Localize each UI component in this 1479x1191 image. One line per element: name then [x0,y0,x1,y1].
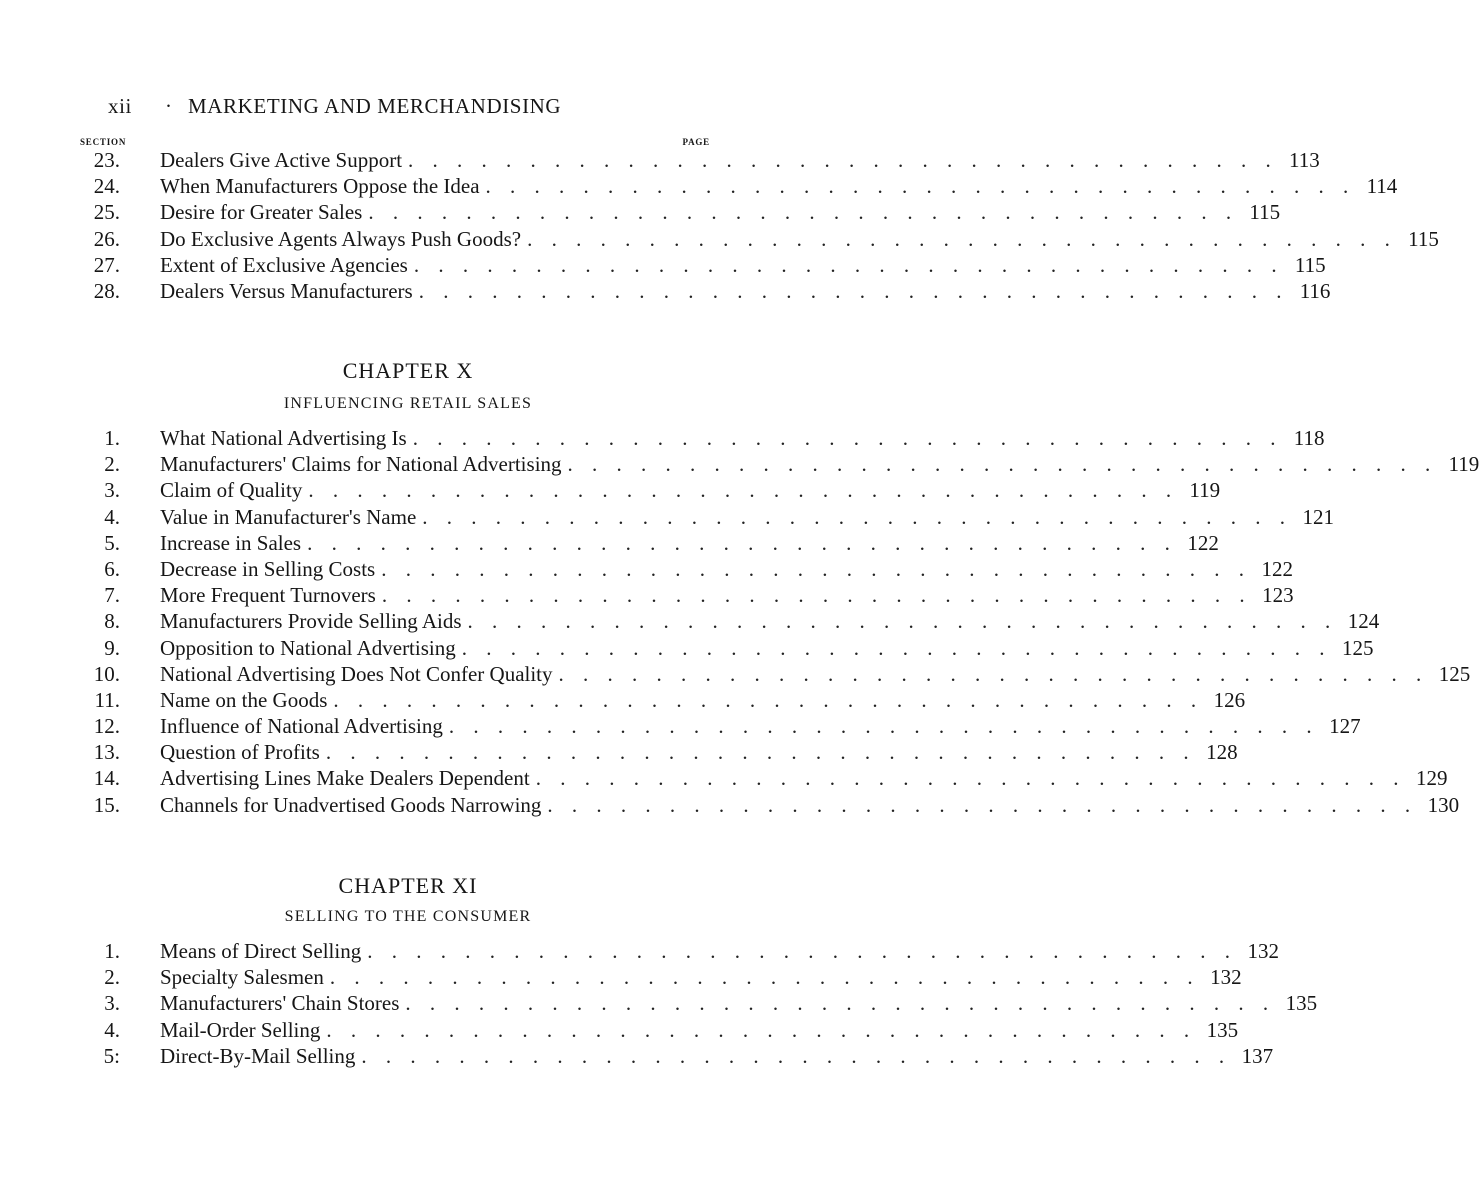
toc-entry [80,530,1219,556]
page-number: 124 [1347,609,1380,634]
toc-list-chapter-x [80,425,1479,818]
section-title: Specialty Salesmen [160,965,324,990]
dot-leader: . . . . . . . . . . . . . . . . . . . . . . . . . . . . . . . . . . . . [361,1043,1232,1068]
running-head-separator: · [165,94,173,118]
toc-entry [80,713,1361,739]
page-number: 129 [1415,766,1448,791]
dot-leader: . . . . . . . . . . . . . . . . . . . . . . . . . . . . . . . . . . . . [422,504,1293,529]
section-title: More Frequent Turnovers [160,583,376,608]
dot-leader: . . . . . . . . . . . . . . . . . . . . . . . . . . . . . . . . . . . . [467,609,1338,634]
toc-entry [80,990,1318,1016]
page-number: 127 [1329,714,1361,739]
section-number: 12. [93,714,120,739]
dot-leader: . . . . . . . . . . . . . . . . . . . . . . . . . . . . . . . . . . . . [412,426,1283,450]
section-number: 2. [104,965,120,990]
book-title: MARKETING AND MERCHANDISING [188,94,562,118]
dot-leader: . . . . . . . . . . . . . . . . . . . . . . . . . . . . . . . . . . . . [325,740,1196,765]
page-number: 116 [1299,278,1331,303]
page-number: 126 [1213,687,1246,712]
section-title: Channels for Unadvertised Goods Narrowing [160,792,542,817]
section-title: Increase in Sales [160,530,302,555]
toc-list-chapter-xi [80,938,1318,1069]
page-number: 113 [1289,148,1320,172]
toc-entry [80,173,1398,199]
page-number: 122 [1187,530,1219,555]
running-head [108,94,710,124]
page-number: 115 [1408,226,1439,251]
section-number: 3. [104,478,120,503]
toc-entry [80,451,1479,477]
page-folio: xii [108,94,132,118]
section-title: Dealers Give Active Support [160,148,403,172]
toc-entry [80,964,1242,990]
toc-entry [80,147,1320,173]
section-title: Opposition to National Advertising [160,635,456,660]
toc-entry [80,252,1326,278]
toc-entry [80,582,1294,608]
toc-entry [80,1017,1239,1043]
page-number: 118 [1293,426,1325,450]
chapter-heading: CHAPTER X [342,358,474,383]
toc-entry [80,687,1246,713]
dot-leader: . . . . . . . . . . . . . . . . . . . . . . . . . . . . . . . . . . . . [408,148,1278,172]
section-number: 6. [104,556,120,581]
section-title: When Manufacturers Oppose the Idea [160,174,480,199]
section-title: Direct-By-Mail Selling [160,1043,356,1068]
section-title: Manufacturers' Chain Stores [160,991,400,1016]
section-number: 27. [93,252,120,277]
section-title: Advertising Lines Make Dealers Dependent [160,766,530,791]
page-number: 132 [1210,965,1242,990]
dot-leader: . . . . . . . . . . . . . . . . . . . . . . . . . . . . . . . . . . . . [405,991,1276,1016]
section-title: Value in Manufacturer's Name [160,504,417,529]
dot-leader: . . . . . . . . . . . . . . . . . . . . . . . . . . . . . . . . . . . . [381,556,1251,581]
section-title: What National Advertising Is [160,426,407,450]
section-number: 10. [93,661,120,686]
toc-entry [80,1043,1274,1069]
toc-entry [80,739,1238,765]
dot-leader: . . . . . . . . . . . . . . . . . . . . . . . . . . . . . . . . . . . . [413,252,1284,277]
toc-entry [80,765,1448,791]
section-number: 4. [104,504,120,529]
toc-entry [80,477,1221,503]
dot-leader: . . . . . . . . . . . . . . . . . . . . . . . . . . . . . . . . . . . . [485,174,1356,199]
page-number: 115 [1294,252,1326,277]
section-number: 2. [104,452,120,477]
section-number: 5: [103,1043,120,1068]
toc-entry [80,661,1471,687]
section-title: Claim of Quality [160,478,303,503]
section-number: 8. [104,609,120,634]
section-number: 23. [93,148,120,172]
section-number: 1. [104,426,120,450]
page-number: 114 [1366,174,1398,199]
section-title: Means of Direct Selling [160,939,362,963]
section-number: 26. [93,226,120,251]
section-number: 15. [93,792,120,817]
dot-leader: . . . . . . . . . . . . . . . . . . . . . . . . . . . . . . . . . . . . [418,278,1289,303]
page-number: 121 [1302,504,1335,529]
chapter-heading: CHAPTER XI [338,873,478,898]
dot-leader: . . . . . . . . . . . . . . . . . . . . . . . . . . . . . . . . . . . . [368,200,1239,225]
page-number: 125 [1341,635,1374,660]
section-number: 11. [94,687,120,712]
section-title: Name on the Goods [160,687,328,712]
page-number: 135 [1285,991,1318,1016]
dot-leader: . . . . . . . . . . . . . . . . . . . . . . . . . . . . . . . . . . . . [547,792,1418,817]
section-column-label: SECTION [80,137,127,147]
section-title: Question of Profits [160,740,320,765]
page-number: 137 [1241,1043,1274,1068]
section-number: 24. [93,174,120,199]
toc-entry [80,556,1293,582]
page-number: 119 [1189,478,1221,503]
dot-leader: . . . . . . . . . . . . . . . . . . . . . . . . . . . . . . . . . . . . [558,661,1429,686]
section-number: 14. [93,766,120,791]
section-number: 5. [104,530,120,555]
section-number: 7. [104,583,120,608]
dot-leader: . . . . . . . . . . . . . . . . . . . . . . . . . . . . . . . . . . . . [367,939,1237,963]
chapter-subtitle: SELLING TO THE CONSUMER [284,908,532,925]
dot-leader: . . . . . . . . . . . . . . . . . . . . . . . . . . . . . . . . . . . . [308,478,1179,503]
section-number: 28. [93,278,120,303]
section-title: Dealers Versus Manufacturers [160,278,413,303]
section-title: Extent of Exclusive Agencies [160,252,408,277]
dot-leader: . . . . . . . . . . . . . . . . . . . . . . . . . . . . . . . . . . . . [329,965,1200,990]
dot-leader: . . . . . . . . . . . . . . . . . . . . . . . . . . . . . . . . . . . . [461,635,1332,660]
toc-entry [80,199,1281,225]
toc-entry [80,792,1460,818]
dot-leader: . . . . . . . . . . . . . . . . . . . . . . . . . . . . . . . . . . . . [307,530,1177,555]
page-number: 119 [1448,452,1479,477]
section-title: Manufacturers' Claims for National Advertising [160,452,562,477]
toc-entry [80,226,1439,252]
section-title: Influence of National Advertising [160,714,443,739]
toc-list-continued [80,147,1439,304]
dot-leader: . . . . . . . . . . . . . . . . . . . . . . . . . . . . . . . . . . . . [381,583,1252,608]
toc-entry [80,608,1380,634]
page-number: 125 [1438,661,1471,686]
dot-leader: . . . . . . . . . . . . . . . . . . . . . . . . . . . . . . . . . . . . [326,1017,1197,1042]
section-title: Manufacturers Provide Selling Aids [160,609,462,634]
toc-entry [80,504,1335,530]
dot-leader: . . . . . . . . . . . . . . . . . . . . . . . . . . . . . . . . . . . . [333,687,1204,712]
dot-leader: . . . . . . . . . . . . . . . . . . . . . . . . . . . . . . . . . . . . [567,452,1438,477]
page-column-label: PAGE [682,137,710,147]
page-number: 132 [1247,939,1279,963]
section-number: 3. [104,991,120,1016]
toc-entry [80,278,1331,304]
section-number: 4. [104,1017,120,1042]
dot-leader: . . . . . . . . . . . . . . . . . . . . . . . . . . . . . . . . . . . . [535,766,1406,791]
toc-entry [80,938,1279,964]
dot-leader: . . . . . . . . . . . . . . . . . . . . . . . . . . . . . . . . . . . . [527,226,1397,251]
dot-leader: . . . . . . . . . . . . . . . . . . . . . . . . . . . . . . . . . . . . [448,714,1319,739]
section-number: 9. [104,635,120,660]
section-title: Desire for Greater Sales [160,200,363,225]
section-title: Do Exclusive Agents Always Push Goods? [160,226,522,251]
section-title: Mail-Order Selling [160,1017,321,1042]
page-number: 115 [1249,200,1281,225]
page-number: 122 [1261,556,1293,581]
page-number: 135 [1206,1017,1239,1042]
page-number: 130 [1427,792,1460,817]
section-number: 1. [104,939,120,963]
chapter-subtitle: INFLUENCING RETAIL SALES [283,395,533,412]
section-title: Decrease in Selling Costs [160,556,376,581]
page-number: 123 [1262,583,1294,608]
section-title: National Advertising Does Not Confer Quality [160,661,553,686]
page-number: 128 [1206,740,1238,765]
toc-entry [80,635,1374,661]
section-number: 13. [93,740,120,765]
toc-entry [80,425,1325,451]
section-number: 25. [93,200,120,225]
